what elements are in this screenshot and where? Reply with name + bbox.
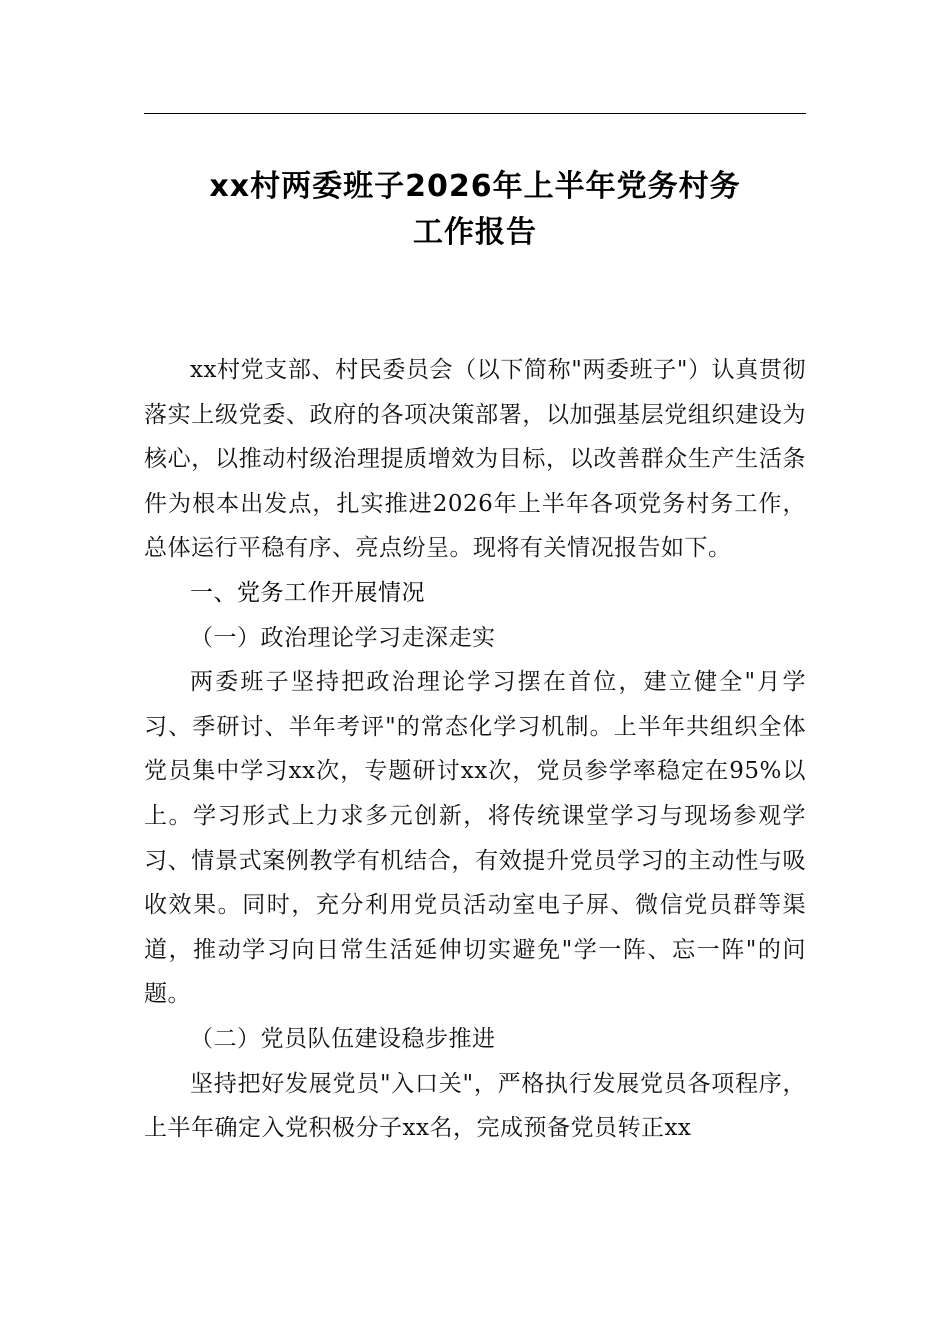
- section-heading-party-affairs: 一、党务工作开展情况: [190, 579, 425, 606]
- intro-paragraph: xx村党支部、村民委员会（以下简称"两委班子"）认真贯彻落实上级党委、政府的各项决策部署，以加强基层党组织建设为核心，以推动村级治理提质增效为目标，以改善群众生产生活条件为根本出发点，扎实推进2026年上半年各项党务村务工作，总体运行平稳有序、亮点纷呈。现将有关情况报告如下。: [144, 357, 806, 562]
- header-rule: [144, 113, 806, 114]
- document-title: [144, 164, 806, 256]
- title-line-2: 工作报告: [413, 215, 537, 250]
- member-building-paragraph: 坚持把好发展党员"入口关"，严格执行发展党员各项程序，上半年确定入党积极分子xx名，完成预备党员转正xx: [144, 1070, 806, 1142]
- subsection-heading-member-building: （二）党员队伍建设稳步推进: [190, 1025, 496, 1052]
- subsection-heading-theory-study: （一）政治理论学习走深走实: [190, 624, 496, 651]
- theory-study-paragraph: 两委班子坚持把政治理论学习摆在首位，建立健全"月学习、季研讨、半年考评"的常态化学习机制。上半年共组织全体党员集中学习xx次，专题研讨xx次，党员参学率稳定在95%以上。学习形式上力求多元创新，将传统课堂学习与现场参观学习、情景式案例教学有机结合，有效提升党员学习的主动性与吸收效果。同时，充分利用党员活动室电子屏、微信党员群等渠道，推动学习向日常生活延伸切实避免"学一阵、忘一阵"的问题。: [144, 669, 806, 1008]
- title-line-1: xx村两委班子2026年上半年党务村务: [209, 169, 741, 204]
- document-body: [144, 348, 806, 1151]
